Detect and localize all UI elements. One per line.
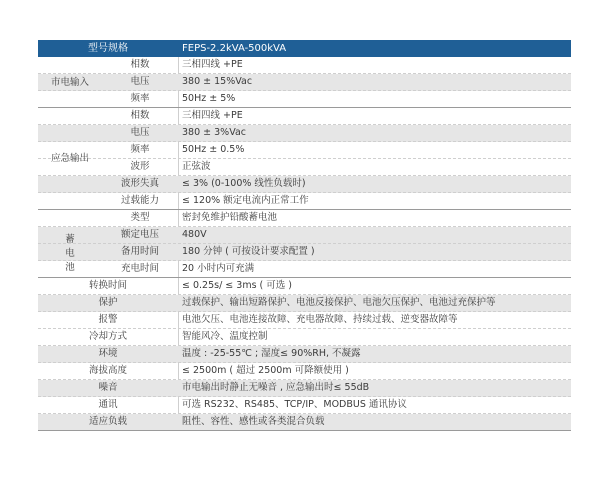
row-value: ≤ 2500m ( 超过 2500m 可降额使用 ): [182, 365, 349, 376]
row-value: 密封免维护铅酸蓄电池: [182, 212, 278, 223]
row-label: 波形失真: [120, 178, 159, 189]
row-label: 充电时间: [120, 263, 159, 274]
table-row: [38, 176, 571, 193]
row-label: 电压: [130, 127, 150, 138]
row-value: 市电输出时静止无噪音 , 应急输出时≤ 55dB: [182, 382, 370, 393]
table-row: [38, 312, 571, 329]
table-bottom-border: [38, 430, 571, 431]
table-row: [38, 295, 571, 312]
row-value: 20 小时内可充满: [182, 263, 255, 274]
table-row: [38, 108, 571, 125]
table-row: [38, 363, 571, 380]
row-label: 频率: [130, 144, 150, 155]
row-label: 环境: [98, 348, 118, 359]
table-row: [38, 210, 571, 227]
battery-char: 电: [65, 248, 75, 259]
row-label: 电压: [130, 76, 150, 87]
table-row: [38, 57, 571, 74]
battery-char: 蓄: [65, 234, 75, 245]
row-label: 海拔高度: [88, 365, 127, 376]
spec-table: [38, 40, 571, 431]
row-label: 波形: [130, 161, 150, 172]
table-body: [38, 57, 571, 431]
row-value: 电池欠压、电池连接故障、充电器故障、持续过载、逆变器故障等: [182, 314, 458, 325]
table-row: [38, 142, 571, 159]
row-value: 380 ± 15%Vac: [182, 76, 253, 87]
row-value: 智能风冷、温度控制: [182, 331, 268, 342]
row-value: ≤ 0.25s/ ≤ 3ms ( 可选 ): [182, 280, 293, 291]
row-value: 过载保护、输出短路保护、电池反接保护、电池欠压保护、电池过充保护等: [182, 297, 496, 308]
row-label: 通讯: [98, 399, 118, 410]
row-label: 相数: [130, 110, 150, 121]
table-row: [38, 278, 571, 295]
row-label: 类型: [130, 212, 150, 223]
table-row: [38, 329, 571, 346]
row-value: 三相四线 +PE: [182, 59, 243, 70]
row-label: 备用时间: [120, 246, 159, 257]
group-divider: [38, 277, 571, 278]
table-header: [38, 40, 571, 57]
row-value: 50Hz ± 5%: [182, 93, 236, 104]
group-divider: [38, 107, 571, 108]
row-label: 过载能力: [120, 195, 159, 206]
row-value: 温度 : -25-55℃ ; 湿度≤ 90%RH, 不凝露: [182, 348, 361, 359]
row-label: 频率: [130, 93, 150, 104]
row-value: 可选 RS232、RS485、TCP/IP、MODBUS 通讯协议: [182, 399, 407, 410]
header-value: FEPS-2.2kVA-500kVA: [182, 43, 287, 54]
row-value: 50Hz ± 0.5%: [182, 144, 245, 155]
row-label: 噪音: [98, 382, 118, 393]
table-row: [38, 227, 571, 244]
row-label: 报警: [98, 314, 118, 325]
row-value: 三相四线 +PE: [182, 110, 243, 121]
table-row: [38, 125, 571, 142]
row-value: 380 ± 3%Vac: [182, 127, 247, 138]
row-value: ≤ 3% (0-100% 线性负载时): [182, 178, 306, 189]
table-row: [38, 91, 571, 108]
battery-char: 池: [65, 262, 75, 273]
row-label: 相数: [130, 59, 150, 70]
row-label: 转换时间: [88, 280, 127, 291]
row-label: 额定电压: [120, 229, 159, 240]
row-value: 阻性、容性、感性或各类混合负载: [182, 416, 325, 427]
table-row: [38, 261, 571, 278]
table-row: [38, 397, 571, 414]
table-row: [38, 414, 571, 431]
row-value: 180 分钟 ( 可按设计要求配置 ): [182, 246, 315, 257]
table-row: [38, 74, 571, 91]
group-label-battery: [38, 233, 102, 275]
row-value: 480V: [182, 229, 207, 240]
group-divider: [38, 209, 571, 210]
table-row: [38, 380, 571, 397]
row-label: 冷却方式: [88, 331, 127, 342]
table-row: [38, 193, 571, 210]
table-row: [38, 346, 571, 363]
header-label: 型号规格: [88, 43, 128, 54]
table-row: [38, 159, 571, 176]
row-value: ≤ 120% 额定电流内正常工作: [182, 195, 309, 206]
row-value: 正弦波: [182, 161, 211, 172]
row-label: 适应负载: [88, 416, 127, 427]
row-label: 保护: [98, 297, 118, 308]
group-label-mains: 市电输入: [50, 77, 89, 88]
group-label-emergency: 应急输出: [50, 153, 89, 164]
table-row: [38, 244, 571, 261]
